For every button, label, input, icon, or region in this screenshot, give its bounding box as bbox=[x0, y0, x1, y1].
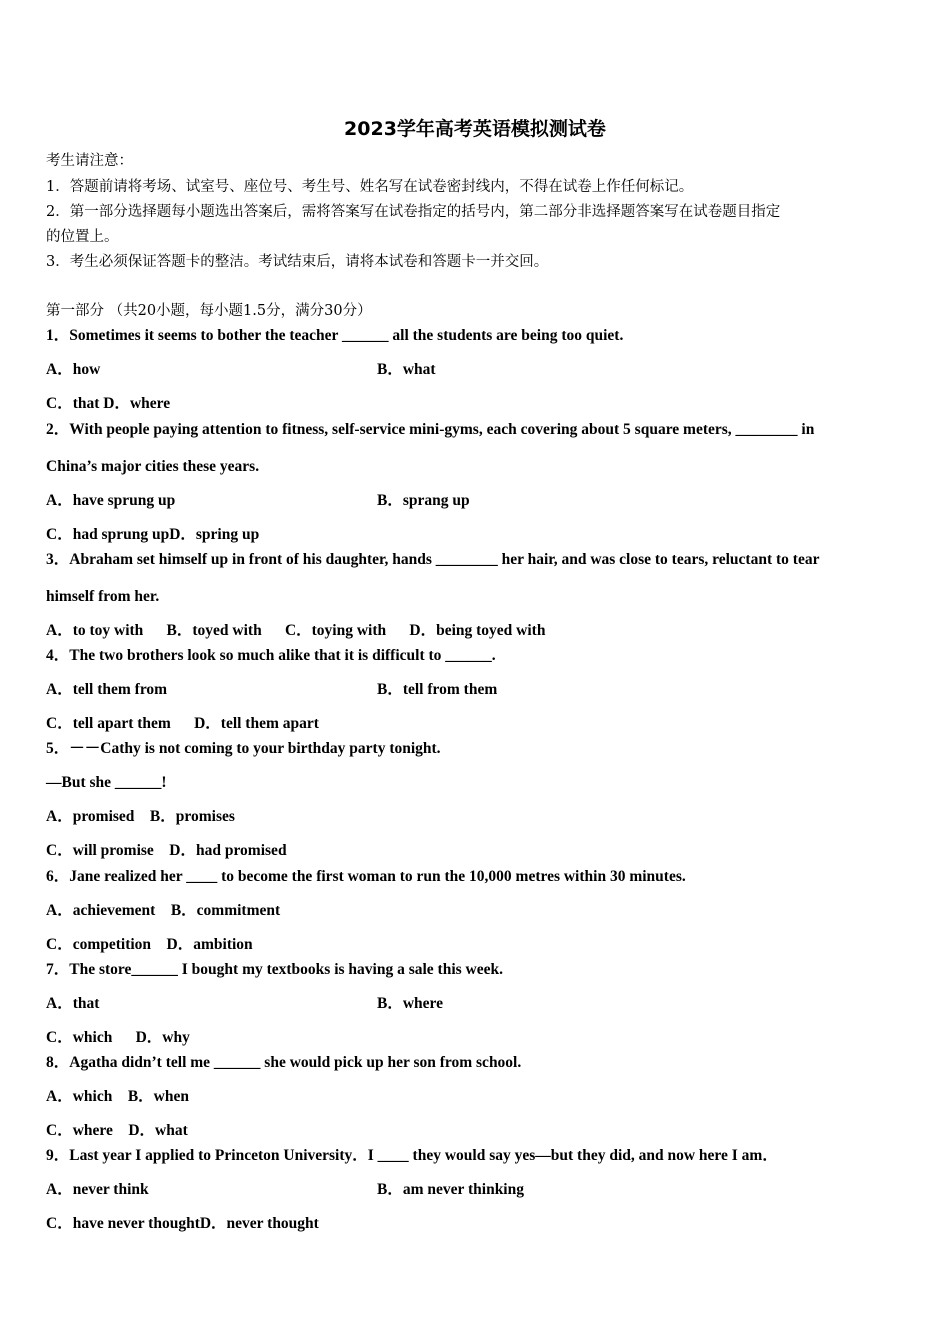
question-1-option-b: B．what bbox=[377, 361, 436, 378]
question-5-reply: —But she ______! bbox=[46, 774, 167, 791]
notice-item-1: 1．答题前请将考场、试室号、座位号、考生号、姓名写在试卷密封线内，不得在试卷上作任何标记。 bbox=[46, 179, 694, 195]
question-3-options: A．to toy with B．toyed with C．toying with D．being toyed with bbox=[46, 622, 546, 639]
question-3-stem: 3．Abraham set himself up in front of his daughter, hands ________ her hair, and was close to tears, reluctant to tear bbox=[46, 551, 820, 568]
question-6-options-ab: A．achievement B．commitment bbox=[46, 902, 281, 919]
page-title: 2023学年高考英语模拟测试卷 bbox=[344, 118, 606, 140]
question-3-stem-cont: himself from her. bbox=[46, 588, 160, 605]
question-4-option-b: B．tell from them bbox=[377, 681, 498, 698]
question-9-option-b: B．am never thinking bbox=[377, 1181, 524, 1198]
question-4-stem: 4．The two brothers look so much alike that it is difficult to ______. bbox=[46, 647, 496, 664]
question-9-stem: 9．Last year I applied to Princeton University．I ____ they would say yes—but they did, and now here I am． bbox=[46, 1147, 778, 1164]
notice-heading: 考生请注意： bbox=[46, 153, 133, 169]
question-7-option-a: A．that bbox=[46, 995, 100, 1012]
notice-item-2: 2．第一部分选择题每小题选出答案后，需将答案写在试卷指定的括号内，第二部分非选择题答案写在试卷题目指定 bbox=[46, 204, 781, 220]
question-8-options-cd: C．where D．what bbox=[46, 1122, 188, 1139]
question-9-options-cd: C．have never thoughtD．never thought bbox=[46, 1215, 319, 1232]
question-9-option-a: A．never think bbox=[46, 1181, 149, 1198]
question-7-option-b: B．where bbox=[377, 995, 444, 1012]
question-2-option-b: B．sprang up bbox=[377, 492, 470, 509]
question-7-options-cd: C．which D．why bbox=[46, 1029, 190, 1046]
notice-item-2-cont: 的位置上。 bbox=[46, 229, 119, 245]
question-4-options-cd: C．tell apart them D．tell them apart bbox=[46, 715, 319, 732]
question-5-options-cd: C．will promise D．had promised bbox=[46, 842, 287, 859]
question-5-options-ab: A．promised B．promises bbox=[46, 808, 235, 825]
question-6-options-cd: C．competition D．ambition bbox=[46, 936, 253, 953]
question-7-stem: 7．The store______ I bought my textbooks is having a sale this week. bbox=[46, 961, 504, 978]
question-8-stem: 8．Agatha didn’t tell me ______ she would pick up her son from school. bbox=[46, 1054, 522, 1071]
question-8-options-ab: A．which B．when bbox=[46, 1088, 189, 1105]
question-2-option-a: A．have sprung up bbox=[46, 492, 176, 509]
question-2-stem: 2．With people paying attention to fitness, self-service mini-gyms, each covering about 5 square meters, ________ in bbox=[46, 421, 815, 438]
question-2-stem-cont: China’s major cities these years. bbox=[46, 458, 260, 475]
notice-item-3: 3．考生必须保证答题卡的整洁。考试结束后，请将本试卷和答题卡一并交回。 bbox=[46, 254, 549, 270]
question-2-options-cd: C．had sprung upD．spring up bbox=[46, 526, 260, 543]
question-1-stem: 1．Sometimes it seems to bother the teacher ______ all the students are being too quiet. bbox=[46, 327, 624, 344]
question-6-stem: 6．Jane realized her ____ to become the first woman to run the 10,000 metres within 30 minutes. bbox=[46, 868, 686, 885]
question-4-option-a: A．tell them from bbox=[46, 681, 168, 698]
question-5-stem: 5．－－Cathy is not coming to your birthday party tonight. bbox=[46, 740, 441, 757]
question-1-options-cd: C．that D．where bbox=[46, 395, 171, 412]
question-1-option-a: A．how bbox=[46, 361, 101, 378]
section-heading: 第一部分 （共20小题，每小题1.5分，满分30分） bbox=[46, 303, 372, 319]
